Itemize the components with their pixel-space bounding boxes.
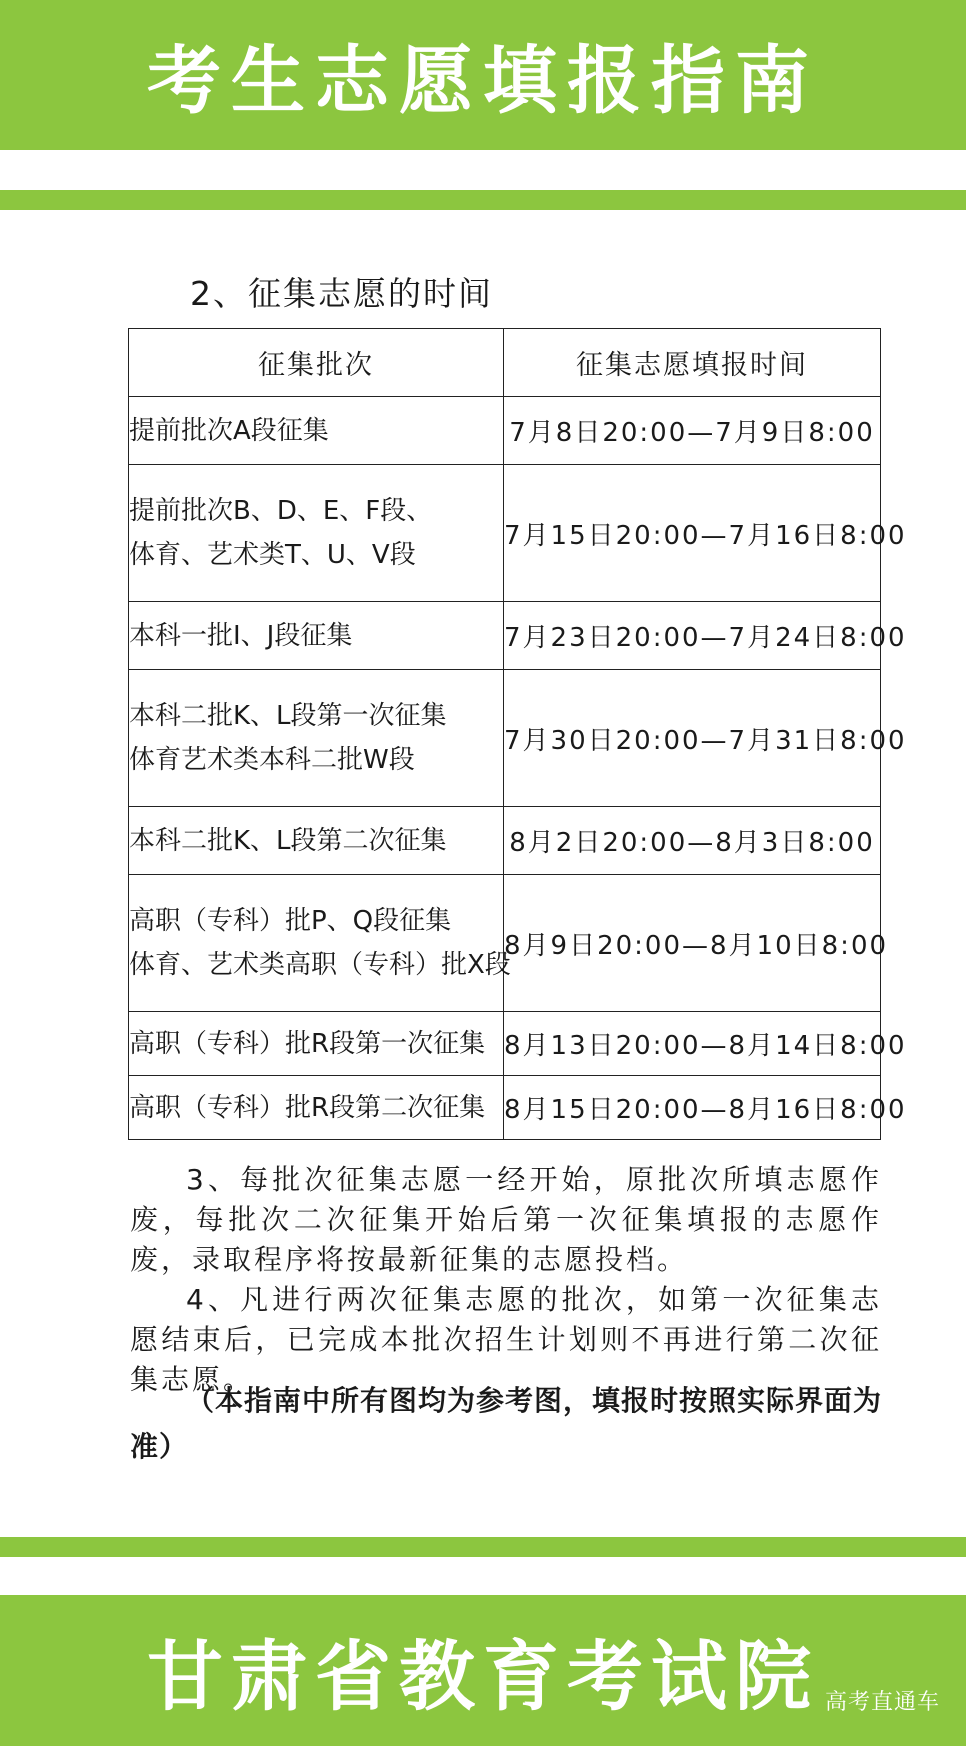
batch-cell (129, 670, 504, 807)
watermark: 高考直通车 (824, 1690, 940, 1715)
divider-stripe-bottom (0, 1537, 966, 1557)
reference-note (130, 1378, 882, 1470)
batch-text: 本科二批K、L段第一次征集 (129, 701, 447, 731)
table-row (129, 807, 881, 875)
footer-banner (0, 1595, 966, 1746)
time-cell: 8月2日20:00—8月3日8:00 (504, 807, 881, 875)
table-row (129, 875, 881, 1012)
time-cell: 7月15日20:00—7月16日8:00 (504, 465, 881, 602)
batch-text: 高职（专科）批R段第二次征集 (129, 1092, 486, 1123)
column-header-time: 征集志愿填报时间 (504, 329, 881, 397)
table-row (129, 1012, 881, 1076)
time-cell: 8月9日20:00—8月10日8:00 (504, 875, 881, 1012)
paragraph-3 (130, 1160, 882, 1280)
time-cell: 7月30日20:00—7月31日8:00 (504, 670, 881, 807)
batch-text: 提前批次A段征集 (129, 415, 329, 446)
paragraph-4-text: 4、凡进行两次征集志愿的批次，如第一次征集志愿结束后，已完成本批次招生计划则不再进行第二次征集志愿。 (130, 1283, 882, 1396)
time-cell: 7月8日20:00—7月9日8:00 (504, 397, 881, 465)
time-cell: 8月15日20:00—8月16日8:00 (504, 1076, 881, 1140)
batch-text: 高职（专科）批R段第一次征集 (129, 1028, 486, 1059)
batch-cell (129, 602, 504, 670)
time-cell: 7月23日20:00—7月24日8:00 (504, 602, 881, 670)
section-heading: 2、征集志愿的时间 (190, 274, 493, 313)
batch-text: 高职（专科）批P、Q段征集 (129, 906, 452, 936)
batch-text: 体育艺术类本科二批W段 (129, 745, 415, 775)
batch-cell (129, 1012, 504, 1076)
page-title: 考生志愿填报指南 (147, 38, 819, 124)
organization-name: 甘肃省教育考试院 (147, 1632, 819, 1721)
batch-cell (129, 465, 504, 602)
batch-text: 体育、艺术类T、U、V段 (129, 540, 416, 570)
batch-cell (129, 875, 511, 1012)
batch-cell (129, 807, 504, 875)
column-header-batch: 征集批次 (129, 329, 504, 397)
table-row (129, 465, 881, 602)
header-banner (0, 0, 966, 150)
batch-text: 本科一批I、J段征集 (129, 620, 353, 651)
divider-stripe-top (0, 190, 966, 210)
batch-text: 体育、艺术类高职（专科）批X段 (129, 950, 511, 980)
batch-cell (129, 1076, 504, 1140)
time-cell: 8月13日20:00—8月14日8:00 (504, 1012, 881, 1076)
table-row (129, 397, 881, 465)
batch-text: 提前批次B、D、E、F段、 (129, 496, 433, 526)
table-row (129, 602, 881, 670)
table-row (129, 1076, 881, 1140)
paragraph-3-text: 3、每批次征集志愿一经开始，原批次所填志愿作废，每批次二次征集开始后第一次征集填报的志愿作废，录取程序将按最新征集的志愿投档。 (130, 1163, 882, 1276)
batch-text: 本科二批K、L段第二次征集 (129, 825, 447, 856)
batch-cell (129, 397, 504, 465)
table-row (129, 670, 881, 807)
reference-note-text: （本指南中所有图均为参考图，填报时按照实际界面为准） (130, 1384, 883, 1463)
table-header-row (129, 329, 881, 397)
schedule-table (128, 328, 907, 1140)
